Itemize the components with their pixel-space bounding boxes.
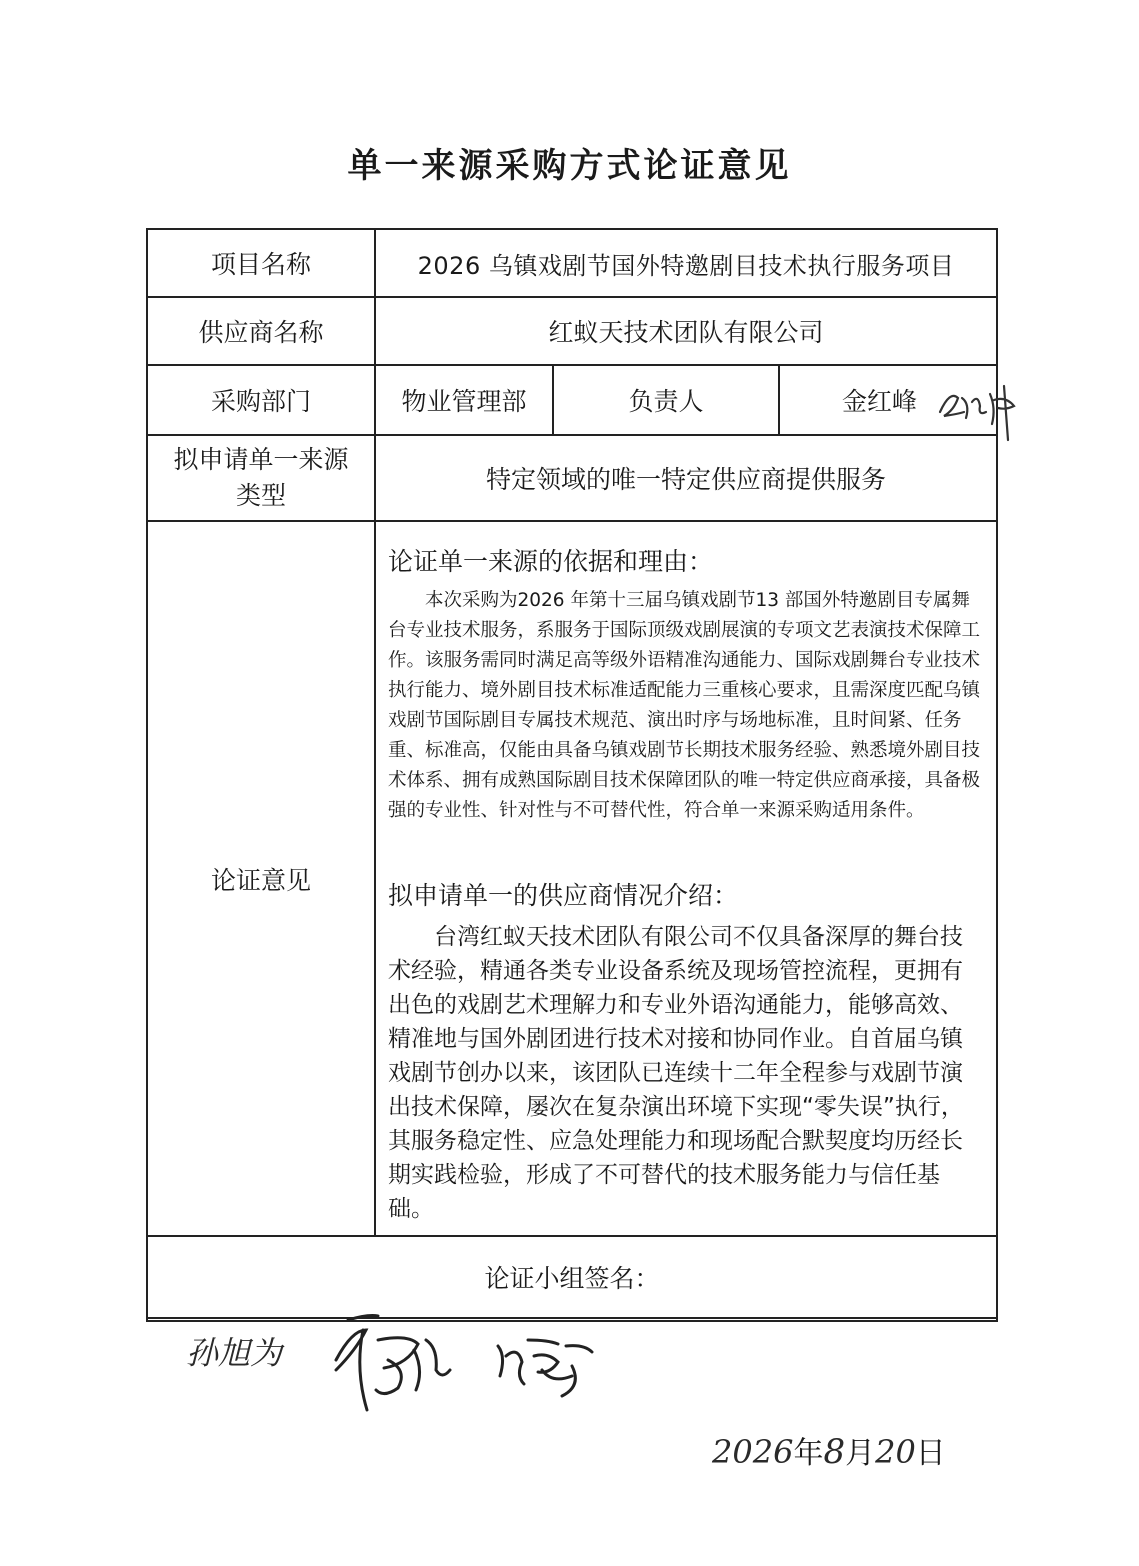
signature-name-1: 孙旭为 [186,1334,283,1372]
row-dept [148,366,996,436]
dept-label: 采购部门 [148,366,376,434]
document-title: 单一来源采购方式论证意见 [347,146,792,186]
signature-heading: 论证小组签名： [484,1264,660,1293]
row-project [148,230,996,298]
date-year: 2026 [712,1433,794,1471]
type-value: 特定领域的唯一特定供应商提供服务 [485,465,886,494]
owner-cell [780,366,996,434]
type-label: 拟申请单一来源类型 [148,436,376,520]
supplier-intro-heading: 拟申请单一的供应商情况介绍： [388,881,739,910]
row-type [148,436,996,522]
signature-3 [488,1326,598,1406]
project-label: 项目名称 [148,230,376,296]
row-signature-heading [148,1237,996,1319]
basis-text: 本次采购为2026 年第十三届乌镇戏剧节13 部国外特邀剧目专属舞台专业技术服务，系服务于国际顶级戏剧展演的专项文艺表演技术保障工作。该服务需同时满足高等级外语精准沟通能力、国际戏剧舞台专业技术执行能力、境外剧目技术标准适配能力三重核心要求，且需深度匹配乌镇戏剧节国际剧目专属技术规范、演出时序与场地标准，且时间紧、任务重、标准高，仅能由具备乌镇戏剧节长期技术服务经验、熟悉境外剧目技术体系、拥有成熟国际剧目技术保障团队的唯一特定供应商承接，具备极强的专业性、针对性与不可替代性，符合单一来源采购适用条件。 [388,590,981,821]
date-day-unit: 日 [915,1436,946,1471]
signature-2 [318,1300,458,1430]
owner-name: 金红峰 [842,387,918,416]
basis-heading: 论证单一来源的依据和理由： [388,547,714,576]
opinion-content [376,522,996,1235]
dept-value: 物业管理部 [376,366,554,434]
date-day: 20 [875,1433,916,1471]
date-month: 8 [823,1432,846,1472]
row-opinion [148,522,996,1237]
supplier-intro-text: 台湾红蚁天技术团队有限公司不仅具备深厚的舞台技术经验，精通各类专业设备系统及现场管控流程，更拥有出色的戏剧艺术理解力和专业外语沟通能力，能够高效、精准地与国外剧团进行技术对接和协同作业。自首届乌镇戏剧节创办以来，该团队已连续十二年全程参与戏剧节演出技术保障，屡次在复杂演出环境下实现“零失误”执行，其服务稳定性、应急处理能力和现场配合默契度均历经长期实践检验，形成了不可替代的技术服务能力与信任基础。 [388,924,964,1222]
project-value: 2026 乌镇戏剧节国外特邀剧目技术执行服务项目 [417,251,955,280]
supplier-label: 供应商名称 [148,298,376,364]
date-year-unit: 年 [793,1436,824,1471]
date-month-unit: 月 [845,1436,876,1471]
form-table [146,228,998,1322]
owner-label: 负责人 [554,366,780,434]
row-supplier [148,298,996,366]
supplier-value: 红蚁天技术团队有限公司 [548,318,824,347]
signature-date [712,1428,946,1472]
opinion-label: 论证意见 [148,522,376,1235]
owner-signature [932,372,1032,442]
